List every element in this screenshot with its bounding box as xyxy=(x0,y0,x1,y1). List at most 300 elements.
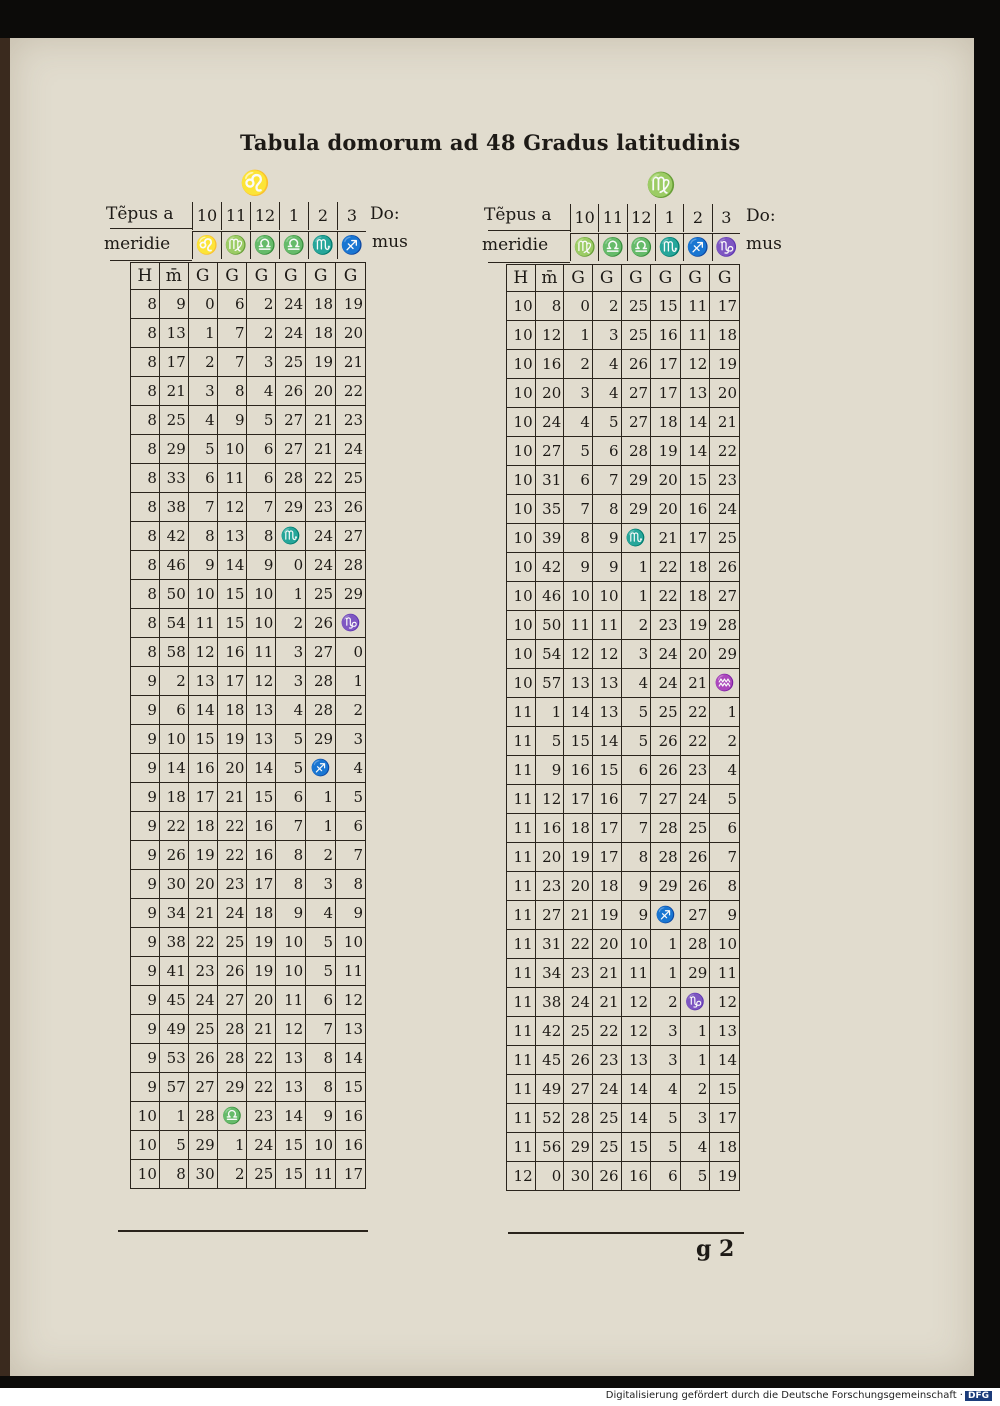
left-tempus-label: Tẽpus a xyxy=(106,204,174,224)
table-cell: 5 xyxy=(306,957,336,986)
table-cell: 27 xyxy=(710,582,740,611)
table-cell: 7 xyxy=(217,319,247,348)
table-cell: 11 xyxy=(507,698,536,727)
table-cell: 26 xyxy=(217,957,247,986)
table-cell: 20 xyxy=(592,930,621,959)
table-cell: 24 xyxy=(710,495,740,524)
table-cell: 9 xyxy=(131,986,160,1015)
table-cell: 14 xyxy=(188,696,217,725)
table-cell: 17 xyxy=(710,292,740,321)
table-cell: 25 xyxy=(621,292,651,321)
table-cell: 25 xyxy=(592,1104,621,1133)
table-cell: 24 xyxy=(217,899,247,928)
table-cell: 27 xyxy=(535,437,564,466)
table-cell: 1 xyxy=(680,1017,710,1046)
table-cell: 15 xyxy=(276,1131,306,1160)
table-cell: 11 xyxy=(507,843,536,872)
table-cell: 4 xyxy=(710,756,740,785)
table-cell: 10 xyxy=(159,725,188,754)
table-row xyxy=(507,1017,740,1046)
table-cell: 15 xyxy=(592,756,621,785)
left-house-sign-2-icon: ♎ xyxy=(250,231,279,259)
table-cell: 12 xyxy=(621,988,651,1017)
table-cell: 18 xyxy=(592,872,621,901)
table-row xyxy=(131,725,366,754)
table-cell: 4 xyxy=(247,377,276,406)
table-cell: 18 xyxy=(710,1133,740,1162)
table-cell: 18 xyxy=(159,783,188,812)
table-cell: 16 xyxy=(336,1131,366,1160)
table-cell: 16 xyxy=(188,754,217,783)
table-cell: 17 xyxy=(592,814,621,843)
table-cell: 28 xyxy=(651,814,681,843)
table-cell: 15 xyxy=(188,725,217,754)
table-cell: 20 xyxy=(188,870,217,899)
left-degree-header: G xyxy=(336,263,366,290)
table-cell: 8 xyxy=(276,870,306,899)
table-row xyxy=(131,580,366,609)
table-cell: 10 xyxy=(131,1131,160,1160)
table-cell: 15 xyxy=(276,1160,306,1189)
table-cell: 30 xyxy=(159,870,188,899)
table-cell: 11 xyxy=(507,814,536,843)
table-cell: 15 xyxy=(621,1133,651,1162)
table-cell: 42 xyxy=(159,522,188,551)
table-cell: 8 xyxy=(131,464,160,493)
table-cell: 10 xyxy=(131,1160,160,1189)
table-cell: 10 xyxy=(217,435,247,464)
table-cell: 13 xyxy=(592,669,621,698)
table-cell: 3 xyxy=(592,321,621,350)
table-cell: 10 xyxy=(507,582,536,611)
table-cell: 26 xyxy=(188,1044,217,1073)
table-row xyxy=(507,495,740,524)
table-cell: 8 xyxy=(188,522,217,551)
table-cell: 1 xyxy=(217,1131,247,1160)
table-cell: 16 xyxy=(217,638,247,667)
table-cell: 9 xyxy=(131,1044,160,1073)
table-cell: 25 xyxy=(188,1015,217,1044)
left-house-sign-0-icon: ♌ xyxy=(192,231,221,259)
table-cell: 9 xyxy=(564,553,593,582)
table-cell: 38 xyxy=(159,928,188,957)
right-house-table xyxy=(506,264,740,1191)
table-cell: 2 xyxy=(217,1160,247,1189)
table-cell: 20 xyxy=(680,640,710,669)
table-cell: 5 xyxy=(564,437,593,466)
table-cell: 9 xyxy=(131,957,160,986)
table-row xyxy=(507,1133,740,1162)
table-cell: 22 xyxy=(710,437,740,466)
table-cell: 11 xyxy=(507,1017,536,1046)
table-row xyxy=(507,901,740,930)
table-cell: 34 xyxy=(535,959,564,988)
table-cell: 57 xyxy=(535,669,564,698)
table-cell: 1 xyxy=(188,319,217,348)
table-cell: 24 xyxy=(680,785,710,814)
table-cell: 21 xyxy=(592,959,621,988)
table-cell: 27 xyxy=(535,901,564,930)
table-cell: 52 xyxy=(535,1104,564,1133)
table-row xyxy=(507,1162,740,1191)
left-column-header-row xyxy=(131,263,366,290)
table-cell: 12 xyxy=(680,350,710,379)
table-cell: 30 xyxy=(564,1162,593,1191)
table-cell: 3 xyxy=(621,640,651,669)
table-cell: 11 xyxy=(507,1104,536,1133)
table-cell: 21 xyxy=(217,783,247,812)
left-house-number-2: 2 xyxy=(308,202,337,230)
table-row xyxy=(131,899,366,928)
table-cell: 2 xyxy=(651,988,681,1017)
table-cell: 7 xyxy=(592,466,621,495)
right-header-rule xyxy=(488,230,570,231)
table-cell: 11 xyxy=(188,609,217,638)
table-cell: 26 xyxy=(336,493,366,522)
table-cell: 8 xyxy=(131,580,160,609)
table-cell: 1 xyxy=(651,930,681,959)
table-cell: 22 xyxy=(651,582,681,611)
left-degree-header: G xyxy=(276,263,306,290)
table-row xyxy=(507,814,740,843)
table-cell: 49 xyxy=(159,1015,188,1044)
table-cell: 0 xyxy=(276,551,306,580)
table-cell: 19 xyxy=(592,901,621,930)
table-cell: 19 xyxy=(651,437,681,466)
table-cell: 10 xyxy=(507,669,536,698)
table-cell: 8 xyxy=(306,1073,336,1102)
table-cell: 3 xyxy=(276,638,306,667)
table-cell: 20 xyxy=(710,379,740,408)
table-cell: 1 xyxy=(680,1046,710,1075)
right-house-number-3: 3 xyxy=(712,204,740,232)
table-cell: 34 xyxy=(159,899,188,928)
table-cell: 22 xyxy=(247,1073,276,1102)
table-cell: 26 xyxy=(306,609,336,638)
table-row xyxy=(131,783,366,812)
table-cell: 9 xyxy=(592,553,621,582)
table-cell: 17 xyxy=(217,667,247,696)
table-cell: 14 xyxy=(710,1046,740,1075)
table-cell: 2 xyxy=(247,319,276,348)
table-cell: 4 xyxy=(564,408,593,437)
right-hours-header: H xyxy=(507,265,536,292)
table-cell: 22 xyxy=(680,727,710,756)
table-cell: 0 xyxy=(535,1162,564,1191)
table-cell: 8 xyxy=(131,609,160,638)
table-cell: 9 xyxy=(131,812,160,841)
table-row xyxy=(507,437,740,466)
zodiac-sign-icon: ♎ xyxy=(217,1102,247,1131)
table-cell: 20 xyxy=(535,843,564,872)
table-cell: 28 xyxy=(651,843,681,872)
right-degree-header: G xyxy=(710,265,740,292)
table-cell: 9 xyxy=(621,901,651,930)
table-cell: 39 xyxy=(535,524,564,553)
table-cell: 53 xyxy=(159,1044,188,1073)
table-cell: 21 xyxy=(336,348,366,377)
table-cell: 11 xyxy=(507,1133,536,1162)
table-row xyxy=(507,321,740,350)
table-cell: 27 xyxy=(188,1073,217,1102)
table-cell: 16 xyxy=(535,350,564,379)
table-row xyxy=(131,609,366,638)
table-row xyxy=(507,350,740,379)
table-row xyxy=(507,640,740,669)
table-cell: 22 xyxy=(306,464,336,493)
table-cell: 25 xyxy=(680,814,710,843)
table-row xyxy=(507,959,740,988)
left-house-number-11: 11 xyxy=(221,202,250,230)
table-cell: 15 xyxy=(680,466,710,495)
left-house-number-3: 3 xyxy=(337,202,366,230)
table-row xyxy=(131,522,366,551)
table-cell: 10 xyxy=(621,930,651,959)
left-meridie-label: meridie xyxy=(104,234,171,254)
table-cell: 56 xyxy=(535,1133,564,1162)
table-cell: 23 xyxy=(336,406,366,435)
table-cell: 18 xyxy=(306,319,336,348)
table-cell: 22 xyxy=(247,1044,276,1073)
table-row xyxy=(507,582,740,611)
table-cell: 10 xyxy=(188,580,217,609)
table-cell: 2 xyxy=(306,841,336,870)
right-header-rule-2 xyxy=(488,262,570,263)
table-cell: 29 xyxy=(188,1131,217,1160)
table-cell: 54 xyxy=(535,640,564,669)
table-cell: 18 xyxy=(306,290,336,319)
table-cell: 19 xyxy=(336,290,366,319)
table-cell: 5 xyxy=(710,785,740,814)
table-cell: 8 xyxy=(592,495,621,524)
table-row xyxy=(131,638,366,667)
table-cell: 28 xyxy=(217,1044,247,1073)
table-cell: 14 xyxy=(680,408,710,437)
table-row xyxy=(131,986,366,1015)
table-cell: 21 xyxy=(680,669,710,698)
right-degree-header: G xyxy=(592,265,621,292)
left-house-table xyxy=(130,262,366,1189)
table-cell: 27 xyxy=(564,1075,593,1104)
table-cell: 1 xyxy=(276,580,306,609)
table-row xyxy=(507,292,740,321)
table-cell: 9 xyxy=(306,1102,336,1131)
table-cell: 12 xyxy=(276,1015,306,1044)
table-row xyxy=(507,524,740,553)
table-cell: 26 xyxy=(710,553,740,582)
book-binding-edge xyxy=(0,38,10,1376)
table-cell: 21 xyxy=(159,377,188,406)
right-degree-header: G xyxy=(564,265,593,292)
left-domus-label-1: Do: xyxy=(370,204,400,224)
table-cell: 10 xyxy=(507,437,536,466)
table-cell: 1 xyxy=(651,959,681,988)
table-cell: 15 xyxy=(217,580,247,609)
table-cell: 23 xyxy=(188,957,217,986)
table-cell: 14 xyxy=(276,1102,306,1131)
table-cell: 7 xyxy=(306,1015,336,1044)
table-cell: 29 xyxy=(710,640,740,669)
table-cell: 10 xyxy=(306,1131,336,1160)
table-cell: 16 xyxy=(247,812,276,841)
table-cell: 20 xyxy=(306,377,336,406)
table-cell: 29 xyxy=(621,466,651,495)
table-cell: 9 xyxy=(131,725,160,754)
table-cell: 5 xyxy=(306,928,336,957)
table-cell: 12 xyxy=(188,638,217,667)
table-cell: 26 xyxy=(159,841,188,870)
table-cell: 1 xyxy=(336,667,366,696)
table-cell: 12 xyxy=(247,667,276,696)
table-cell: 33 xyxy=(159,464,188,493)
left-domus-label-2: mus xyxy=(372,232,408,252)
table-cell: 11 xyxy=(507,1075,536,1104)
table-row xyxy=(507,785,740,814)
table-cell: 8 xyxy=(159,1160,188,1189)
table-cell: 21 xyxy=(247,1015,276,1044)
table-row xyxy=(131,1102,366,1131)
table-cell: 18 xyxy=(564,814,593,843)
table-cell: 10 xyxy=(507,524,536,553)
table-cell: 42 xyxy=(535,553,564,582)
table-cell: 13 xyxy=(564,669,593,698)
table-cell: 24 xyxy=(592,1075,621,1104)
right-domus-label-1: Do: xyxy=(746,206,776,226)
table-cell: 10 xyxy=(507,408,536,437)
table-cell: 24 xyxy=(276,319,306,348)
right-house-sign-1-icon: ♎ xyxy=(598,233,626,261)
table-cell: 20 xyxy=(535,379,564,408)
table-cell: 9 xyxy=(621,872,651,901)
table-cell: 3 xyxy=(247,348,276,377)
table-cell: 9 xyxy=(131,1015,160,1044)
table-cell: 4 xyxy=(306,899,336,928)
zodiac-sign-icon: ♒ xyxy=(710,669,740,698)
table-cell: 21 xyxy=(651,524,681,553)
table-cell: 12 xyxy=(336,986,366,1015)
table-cell: 14 xyxy=(336,1044,366,1073)
table-cell: 11 xyxy=(336,957,366,986)
table-cell: 5 xyxy=(535,727,564,756)
table-cell: 8 xyxy=(217,377,247,406)
table-cell: 5 xyxy=(680,1162,710,1191)
table-cell: 24 xyxy=(651,669,681,698)
right-house-number-2: 2 xyxy=(683,204,711,232)
table-cell: 6 xyxy=(247,435,276,464)
table-cell: 26 xyxy=(651,727,681,756)
table-row xyxy=(131,493,366,522)
table-row xyxy=(131,319,366,348)
table-cell: 14 xyxy=(621,1104,651,1133)
table-cell: 24 xyxy=(188,986,217,1015)
table-cell: 29 xyxy=(651,872,681,901)
table-cell: 21 xyxy=(188,899,217,928)
table-cell: 11 xyxy=(680,292,710,321)
table-cell: 29 xyxy=(680,959,710,988)
left-header-rule-2 xyxy=(110,260,192,261)
table-cell: 15 xyxy=(564,727,593,756)
table-cell: 14 xyxy=(159,754,188,783)
folio-signature: g 2 xyxy=(696,1236,735,1262)
table-cell: 6 xyxy=(336,812,366,841)
table-cell: 10 xyxy=(507,611,536,640)
table-cell: 13 xyxy=(592,698,621,727)
table-cell: 50 xyxy=(535,611,564,640)
table-cell: 10 xyxy=(564,582,593,611)
table-cell: 10 xyxy=(592,582,621,611)
table-cell: 23 xyxy=(592,1046,621,1075)
table-row xyxy=(131,928,366,957)
table-cell: 12 xyxy=(564,640,593,669)
table-cell: 11 xyxy=(564,611,593,640)
table-row xyxy=(507,379,740,408)
table-cell: 3 xyxy=(651,1046,681,1075)
left-degree-header: G xyxy=(306,263,336,290)
table-cell: 18 xyxy=(651,408,681,437)
table-cell: 8 xyxy=(247,522,276,551)
left-house-sign-1-icon: ♍ xyxy=(221,231,250,259)
table-cell: 17 xyxy=(651,379,681,408)
table-cell: 4 xyxy=(188,406,217,435)
table-cell: 6 xyxy=(247,464,276,493)
table-cell: 28 xyxy=(710,611,740,640)
left-bottom-rule xyxy=(118,1230,368,1232)
table-cell: 8 xyxy=(276,841,306,870)
table-cell: 13 xyxy=(276,1044,306,1073)
table-cell: 6 xyxy=(710,814,740,843)
table-row xyxy=(507,843,740,872)
table-cell: 18 xyxy=(247,899,276,928)
table-row xyxy=(131,435,366,464)
table-cell: 25 xyxy=(247,1160,276,1189)
table-cell: 10 xyxy=(276,928,306,957)
table-cell: 7 xyxy=(621,814,651,843)
table-cell: 7 xyxy=(276,812,306,841)
table-cell: 18 xyxy=(680,553,710,582)
right-minutes-header: m̄ xyxy=(535,265,564,292)
table-cell: 14 xyxy=(621,1075,651,1104)
table-cell: 27 xyxy=(217,986,247,1015)
table-cell: 21 xyxy=(564,901,593,930)
table-cell: 3 xyxy=(680,1104,710,1133)
table-cell: 18 xyxy=(188,812,217,841)
table-cell: 9 xyxy=(247,551,276,580)
right-house-sign-5-icon: ♑ xyxy=(712,233,740,261)
table-cell: 20 xyxy=(247,986,276,1015)
table-cell: 28 xyxy=(336,551,366,580)
table-cell: 50 xyxy=(159,580,188,609)
table-cell: 25 xyxy=(336,464,366,493)
table-cell: 23 xyxy=(564,959,593,988)
table-cell: 5 xyxy=(651,1133,681,1162)
table-cell: 27 xyxy=(276,406,306,435)
table-cell: 15 xyxy=(651,292,681,321)
table-cell: 31 xyxy=(535,466,564,495)
table-cell: 10 xyxy=(247,580,276,609)
table-cell: 10 xyxy=(247,609,276,638)
table-cell: 10 xyxy=(507,350,536,379)
table-cell: 41 xyxy=(159,957,188,986)
table-cell: 18 xyxy=(710,321,740,350)
table-cell: 13 xyxy=(217,522,247,551)
table-cell: 9 xyxy=(188,551,217,580)
table-cell: 1 xyxy=(621,553,651,582)
right-house-number-1: 1 xyxy=(655,204,683,232)
table-cell: 9 xyxy=(131,667,160,696)
table-cell: 8 xyxy=(621,843,651,872)
table-cell: 12 xyxy=(535,321,564,350)
table-cell: 29 xyxy=(564,1133,593,1162)
